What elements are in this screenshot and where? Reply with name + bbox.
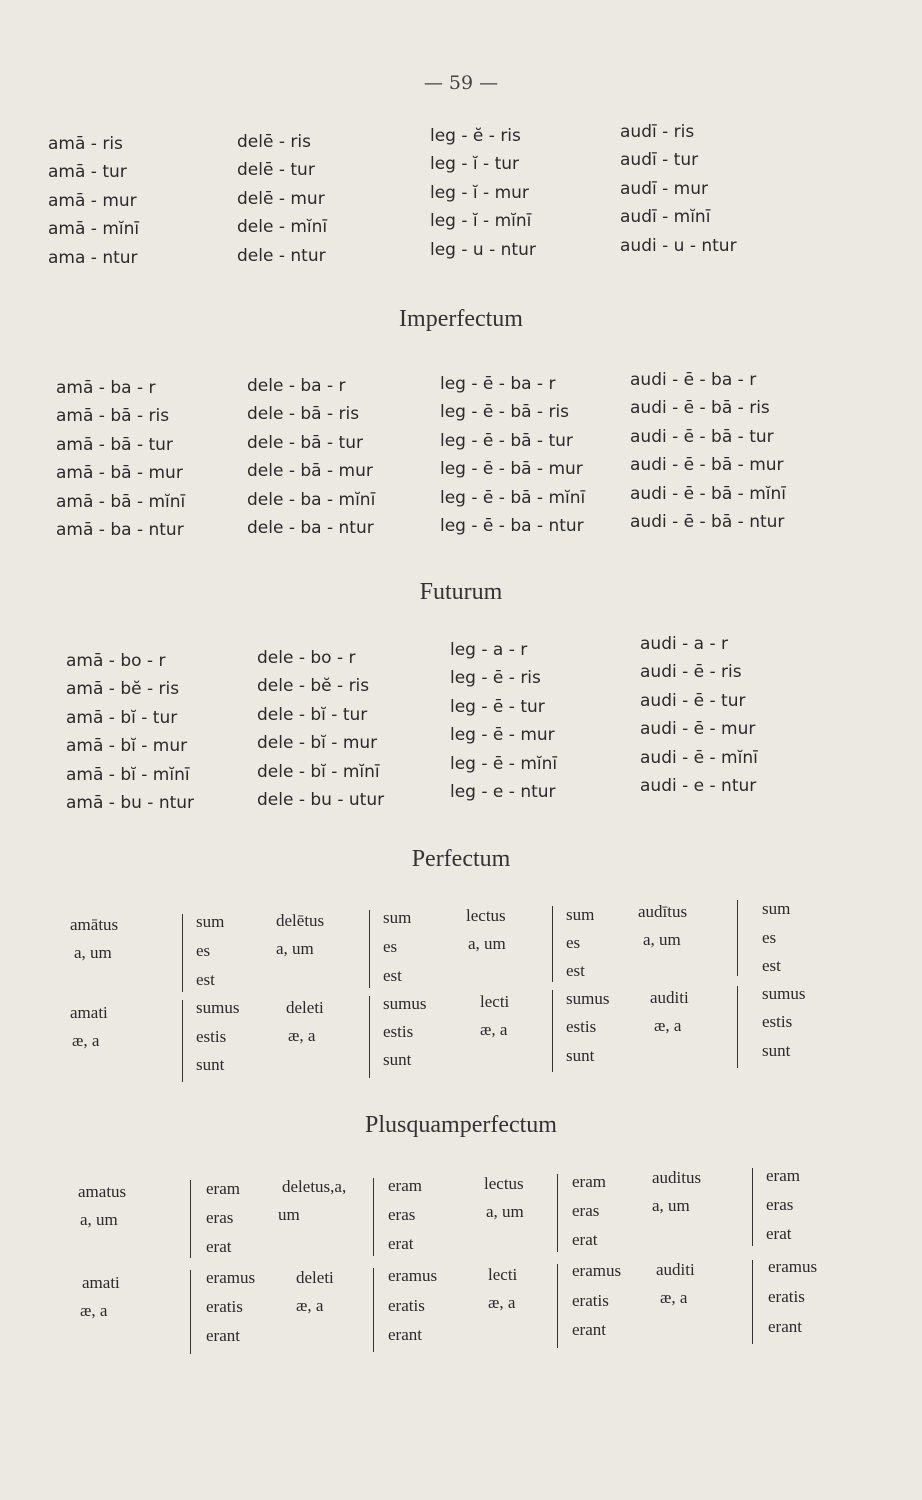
participle-ending: a, um [643, 930, 681, 949]
verb-form: audī - tur [620, 150, 699, 171]
aux-verb: eratis [388, 1296, 425, 1315]
verb-form: audī - ris [620, 122, 695, 142]
participle-ending: a, um [74, 943, 112, 962]
verb-form: audi - u - ntur [620, 235, 737, 256]
page-number: — 59 — [423, 72, 499, 94]
aux-verb: es [196, 941, 211, 960]
verb-form: audi - ē - bā - mĭnī [630, 483, 786, 504]
verb-form: amā - bā - mĭnī [56, 491, 186, 512]
participle: deleti [286, 998, 324, 1017]
imperfectum-col-audi [630, 366, 786, 536]
participle-ending: a, um [486, 1202, 524, 1221]
aux-verb: erat [572, 1230, 598, 1249]
aux-verb: estis [383, 1022, 414, 1041]
bracket-line [369, 910, 370, 988]
aux-verb: eram [206, 1179, 240, 1198]
aux-verb: es [566, 933, 581, 952]
verb-form: audi - ē - bā - mur [630, 455, 784, 476]
futurum-col-dele [257, 644, 384, 814]
verb-form: amā - bā - ris [56, 406, 170, 427]
verb-form: leg - ĕ - ris [430, 126, 521, 146]
verb-form: amā - tur [48, 162, 127, 183]
bracket-line [737, 900, 738, 976]
participle-ending: æ, a [72, 1031, 100, 1050]
aux-verb: erat [766, 1224, 792, 1243]
participle: auditus [652, 1168, 702, 1187]
verb-form: leg - ĭ - tur [430, 154, 520, 175]
verb-form: dele - bā - ris [247, 404, 360, 425]
participle-ending: æ, a [660, 1288, 688, 1307]
verb-form: amā - bā - tur [56, 434, 173, 455]
aux-verb: eramus [206, 1268, 256, 1287]
verb-form: dele - ba - r [247, 376, 346, 396]
verb-form: dele - ba - mĭnī [247, 489, 376, 510]
participle-ending: æ, a [288, 1026, 316, 1045]
verb-form: amā - mur [48, 190, 137, 211]
verb-form: leg - ē - tur [450, 696, 545, 717]
aux-verb: eram [388, 1176, 422, 1195]
verb-form: audi - a - r [640, 634, 728, 654]
participle: amatus [78, 1182, 127, 1201]
verb-form: dele - bĭ - mur [257, 733, 378, 754]
participle: audītus [638, 902, 688, 921]
participle: amātus [70, 915, 119, 934]
participle-ending: um [278, 1205, 300, 1224]
aux-verb: estis [196, 1027, 227, 1046]
aux-verb: erat [206, 1237, 232, 1256]
verb-form: leg - ĭ - mĭnī [430, 211, 532, 232]
aux-verb: sum [762, 899, 791, 918]
verb-form: dele - ba - ntur [247, 517, 374, 538]
bracket-line [373, 1178, 374, 1256]
futurum-col-audi [640, 630, 758, 800]
verb-form: ama - ntur [48, 247, 138, 268]
verb-form: dele - bĭ - tur [257, 704, 368, 725]
participle-ending: a, um [276, 939, 314, 958]
present-col-audi [620, 118, 737, 260]
participle: lecti [488, 1265, 518, 1284]
verb-form: leg - e - ntur [450, 781, 556, 802]
bracket-line [752, 1168, 753, 1246]
aux-verb: erant [206, 1326, 240, 1345]
section-title-futurum: Futurum [419, 579, 503, 605]
aux-verb: sumus [383, 994, 427, 1013]
verb-form: dele - ntur [237, 245, 326, 266]
present-col-dele [237, 128, 327, 270]
participle: deleti [296, 1268, 334, 1287]
imperfectum-col-leg [440, 370, 585, 540]
verb-form: audī - mĭnī [620, 207, 711, 228]
verb-form: dele - bo - r [257, 648, 356, 668]
verb-form: delē - tur [237, 160, 315, 181]
verb-form: amā - ba - ntur [56, 519, 184, 540]
aux-verb: est [196, 970, 215, 989]
verb-form: amā - bĕ - ris [66, 679, 180, 700]
bracket-line [552, 990, 553, 1072]
bracket-line [737, 986, 738, 1068]
verb-form: amā - bĭ - mur [66, 736, 188, 757]
aux-verb: es [383, 937, 398, 956]
verb-form: dele - bĭ - mĭnī [257, 761, 380, 782]
verb-form: amā - bĭ - mĭnī [66, 764, 190, 785]
verb-form: amā - mĭnī [48, 219, 140, 240]
aux-verb: sunt [566, 1046, 595, 1065]
verb-form: audi - ē - mur [640, 719, 756, 740]
verb-form: delē - ris [237, 132, 311, 152]
participle-ending: æ, a [296, 1296, 324, 1315]
participle-ending: æ, a [488, 1293, 516, 1312]
verb-form: leg - a - r [450, 640, 528, 660]
bracket-line [182, 1000, 183, 1082]
verb-form: amā - bo - r [66, 651, 166, 671]
verb-form: leg - ĭ - mur [430, 182, 529, 203]
participle: amati [70, 1003, 108, 1022]
participle: auditi [650, 988, 689, 1007]
aux-verb: estis [566, 1017, 597, 1036]
participle-ending: a, um [80, 1210, 118, 1229]
verb-form: amā - ba - r [56, 378, 156, 398]
participle-ending: æ, a [80, 1301, 108, 1320]
verb-form: dele - mĭnī [237, 217, 328, 238]
participle-ending: æ, a [654, 1016, 682, 1035]
aux-verb: sum [383, 908, 412, 927]
participle-ending: a, um [468, 934, 506, 953]
aux-verb: erant [768, 1317, 802, 1336]
verb-form: audi - ē - ba - r [630, 370, 757, 390]
aux-verb: eramus [572, 1261, 622, 1280]
verb-form: audi - e - ntur [640, 775, 757, 796]
aux-verb: eram [572, 1172, 606, 1191]
verb-form: amā - ris [48, 134, 123, 154]
verb-form: amā - bu - ntur [66, 792, 195, 813]
aux-verb: erat [388, 1234, 414, 1253]
bracket-line [557, 1174, 558, 1252]
aux-verb: eras [388, 1205, 416, 1224]
verb-form: audī - mur [620, 178, 708, 199]
present-col-ama [48, 130, 139, 272]
verb-form: amā - bā - mur [56, 463, 183, 484]
verb-form: leg - ē - bā - ris [440, 402, 570, 423]
aux-verb: estis [762, 1012, 793, 1031]
verb-form: leg - u - ntur [430, 239, 536, 260]
verb-form: audi - ē - tur [640, 690, 746, 711]
verb-form: audi - ē - mĭnī [640, 747, 758, 768]
aux-verb: est [566, 961, 585, 980]
futurum-col-leg [450, 636, 557, 806]
aux-verb: eratis [572, 1291, 609, 1310]
bracket-line [190, 1180, 191, 1258]
aux-verb: sumus [762, 984, 806, 1003]
aux-verb: sumus [196, 998, 240, 1017]
futurum-col-ama [66, 647, 194, 817]
aux-verb: eramus [768, 1257, 818, 1276]
aux-verb: est [762, 956, 781, 975]
verb-form: leg - ē - ris [450, 668, 541, 689]
aux-verb: erant [572, 1320, 606, 1339]
aux-verb: es [762, 928, 777, 947]
aux-verb: eras [766, 1195, 794, 1214]
imperfectum-col-ama [56, 374, 185, 544]
verb-form: leg - ē - mur [450, 725, 555, 746]
verb-form: leg - ē - ba - r [440, 374, 556, 394]
verb-form: leg - ē - bā - mur [440, 459, 583, 480]
verb-form: leg - ē - bā - tur [440, 430, 573, 451]
aux-verb: sunt [383, 1050, 412, 1069]
aux-verb: eram [766, 1166, 800, 1185]
aux-verb: sumus [566, 989, 610, 1008]
aux-verb: erant [388, 1325, 422, 1344]
imperfectum-col-dele [247, 372, 375, 542]
bracket-line [552, 906, 553, 982]
present-col-leg [430, 122, 536, 264]
section-title-plusquamperfectum: Plusquamperfectum [365, 1112, 557, 1138]
verb-form: amā - bĭ - tur [66, 707, 178, 728]
participle-ending: æ, a [480, 1020, 508, 1039]
participle: deletus,a, [282, 1177, 347, 1196]
participle: amati [82, 1273, 120, 1292]
aux-verb: eratis [768, 1287, 805, 1306]
bracket-line [373, 1268, 374, 1352]
verb-form: audi - ē - bā - tur [630, 426, 774, 447]
aux-verb: est [383, 966, 402, 985]
section-title-imperfectum: Imperfectum [399, 306, 523, 332]
aux-verb: sunt [762, 1041, 791, 1060]
section-title-perfectum: Perfectum [411, 846, 511, 872]
verb-form: dele - bu - utur [257, 789, 385, 810]
verb-form: dele - bĕ - ris [257, 676, 370, 697]
verb-form: audi - ē - ris [640, 662, 742, 683]
participle: auditi [656, 1260, 695, 1279]
aux-verb: sum [566, 905, 595, 924]
verb-form: delē - mur [237, 188, 325, 209]
participle: lectus [484, 1174, 524, 1193]
bracket-line [752, 1260, 753, 1344]
verb-form: audi - ē - bā - ris [630, 398, 770, 419]
aux-verb: eratis [206, 1297, 243, 1316]
verb-form: leg - ē - mĭnī [450, 753, 558, 774]
participle: delētus [276, 911, 325, 930]
aux-verb: eras [572, 1201, 600, 1220]
participle: lecti [480, 992, 510, 1011]
verb-form: leg - ē - bā - mĭnī [440, 487, 586, 508]
verb-form: dele - bā - mur [247, 461, 373, 482]
bracket-line [557, 1264, 558, 1348]
participle-ending: a, um [652, 1196, 690, 1215]
participle: lectus [466, 906, 506, 925]
aux-verb: eramus [388, 1266, 438, 1285]
verb-form: dele - bā - tur [247, 432, 363, 453]
bracket-line [369, 996, 370, 1078]
aux-verb: sunt [196, 1055, 225, 1074]
aux-verb: eras [206, 1208, 234, 1227]
bracket-line [190, 1270, 191, 1354]
aux-verb: sum [196, 912, 225, 931]
verb-form: leg - ē - ba - ntur [440, 515, 584, 536]
verb-form: audi - ē - bā - ntur [630, 511, 785, 532]
bracket-line [182, 914, 183, 992]
